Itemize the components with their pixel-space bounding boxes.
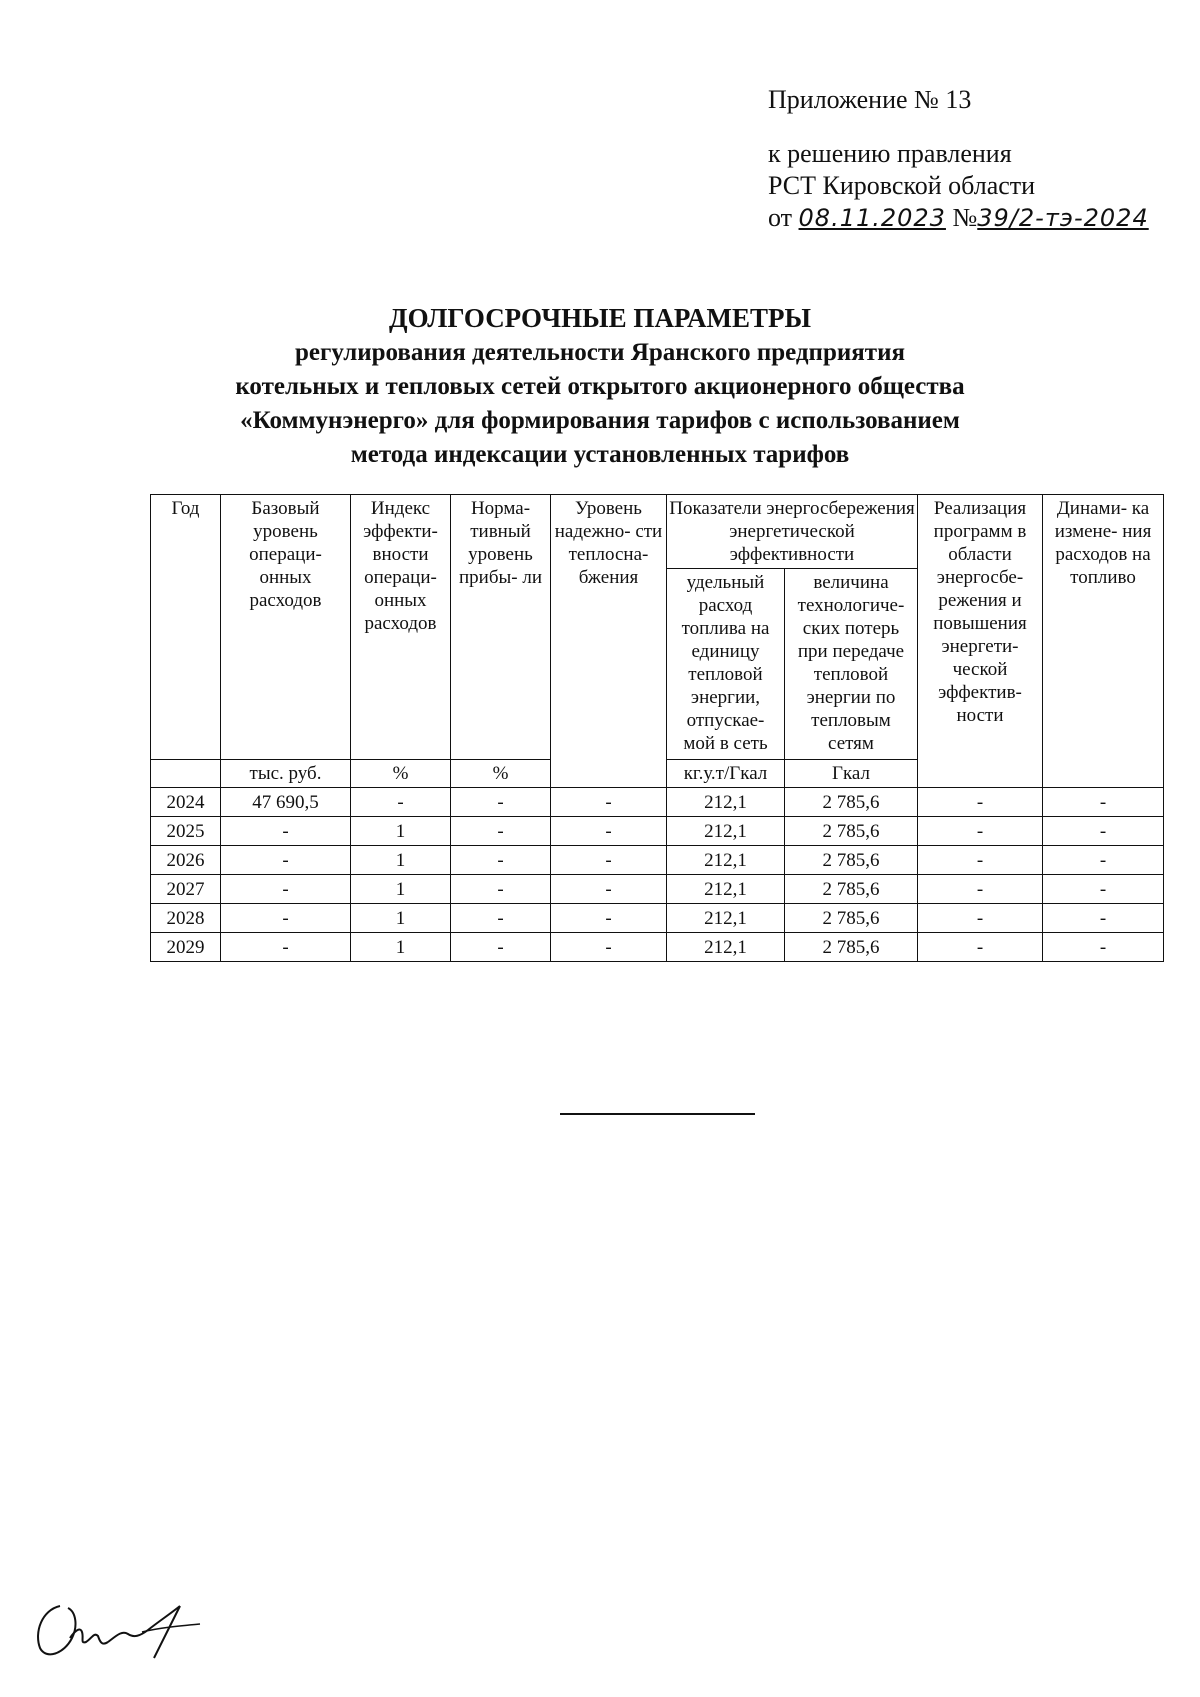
cell-reliability: - (551, 933, 667, 962)
cell-normative-profit: - (451, 788, 551, 817)
cell-year: 2027 (151, 875, 221, 904)
cell-base-opex: - (221, 846, 351, 875)
table-row (151, 846, 1164, 875)
header-efficiency-index: Индекс эффекти- вности операци- онных расходов (351, 495, 451, 760)
header-reliability: Уровень надежно- сти теплосна- бжения (551, 495, 667, 788)
table-row (151, 933, 1164, 962)
unit-normative-profit: % (451, 760, 551, 788)
cell-heat-losses: 2 785,6 (785, 933, 918, 962)
cell-heat-losses: 2 785,6 (785, 875, 918, 904)
unit-base-opex: тыс. руб. (221, 760, 351, 788)
cell-heat-losses: 2 785,6 (785, 817, 918, 846)
table-row (151, 904, 1164, 933)
cell-normative-profit: - (451, 904, 551, 933)
cell-efficiency-index: 1 (351, 875, 451, 904)
cell-heat-losses: 2 785,6 (785, 904, 918, 933)
header-energy-indicators: Показатели энергосбережения энергетической эффективности (667, 495, 918, 569)
cell-year: 2026 (151, 846, 221, 875)
cell-reliability: - (551, 817, 667, 846)
cell-base-opex: 47 690,5 (221, 788, 351, 817)
cell-fuel-dynamics: - (1043, 788, 1164, 817)
appendix-title: Приложение № 13 (768, 85, 972, 114)
table-row (151, 817, 1164, 846)
unit-efficiency-index: % (351, 760, 451, 788)
cell-heat-losses: 2 785,6 (785, 846, 918, 875)
cell-base-opex: - (221, 875, 351, 904)
cell-year: 2029 (151, 933, 221, 962)
header-fuel-consumption: удельный расход топлива на единицу тепловой энергии, отпускае- мой в сеть (667, 569, 785, 760)
header-row-1 (151, 495, 1164, 569)
cell-energy-programs: - (918, 846, 1043, 875)
handwritten-signature-icon (30, 1592, 220, 1669)
cell-energy-programs: - (918, 875, 1043, 904)
table-row (151, 788, 1164, 817)
unit-fuel-consumption: кг.у.т/Гкал (667, 760, 785, 788)
cell-base-opex: - (221, 904, 351, 933)
cell-normative-profit: - (451, 846, 551, 875)
header-fuel-dynamics: Динами- ка измене- ния расходов на топливо (1043, 495, 1164, 788)
document-subtitle-line-2: котельных и тепловых сетей открытого акционерного общества (235, 373, 965, 400)
cell-reliability: - (551, 904, 667, 933)
cell-fuel-consumption: 212,1 (667, 933, 785, 962)
cell-fuel-dynamics: - (1043, 904, 1164, 933)
cell-reliability: - (551, 846, 667, 875)
cell-base-opex: - (221, 817, 351, 846)
header-heat-losses: величина технологиче- ских потерь при передаче тепловой энергии по тепловым сетям (785, 569, 918, 760)
unit-heat-losses: Гкал (785, 760, 918, 788)
cell-fuel-dynamics: - (1043, 817, 1164, 846)
cell-normative-profit: - (451, 817, 551, 846)
header-energy-programs: Реализация программ в области энергосбе- режения и повышения энергети- ческой эффектив- ности (918, 495, 1043, 788)
cell-reliability: - (551, 788, 667, 817)
header-normative-profit: Норма- тивный уровень прибы- ли (451, 495, 551, 760)
appendix-decision-line: к решению правления (768, 139, 1012, 168)
cell-efficiency-index: 1 (351, 933, 451, 962)
cell-efficiency-index: 1 (351, 817, 451, 846)
document-title: ДОЛГОСРОЧНЫЕ ПАРАМЕТРЫ (389, 303, 811, 333)
cell-energy-programs: - (918, 904, 1043, 933)
cell-fuel-dynamics: - (1043, 875, 1164, 904)
cell-year: 2024 (151, 788, 221, 817)
cell-fuel-dynamics: - (1043, 933, 1164, 962)
cell-efficiency-index: 1 (351, 846, 451, 875)
document-subtitle-line-3: «Коммунэнерго» для формирования тарифов с использованием (240, 407, 960, 434)
appendix-authority-line: РСТ Кировской области (768, 171, 1036, 200)
cell-fuel-dynamics: - (1043, 846, 1164, 875)
header-base-opex: Базовый уровень операци- онных расходов (221, 495, 351, 760)
cell-normative-profit: - (451, 933, 551, 962)
cell-efficiency-index: 1 (351, 904, 451, 933)
cell-fuel-consumption: 212,1 (667, 875, 785, 904)
cell-fuel-consumption: 212,1 (667, 817, 785, 846)
decision-date: 08.11.2023 (798, 204, 946, 232)
cell-heat-losses: 2 785,6 (785, 788, 918, 817)
date-prefix: от (768, 203, 793, 232)
decision-number: 39/2-тэ-2024 (977, 204, 1149, 232)
cell-energy-programs: - (918, 817, 1043, 846)
document-subtitle-line-4: метода индексации установленных тарифов (350, 441, 850, 468)
cell-base-opex: - (221, 933, 351, 962)
closing-separator-line (560, 1113, 755, 1115)
cell-energy-programs: - (918, 788, 1043, 817)
number-prefix: № (952, 203, 978, 232)
cell-fuel-consumption: 212,1 (667, 788, 785, 817)
cell-efficiency-index: - (351, 788, 451, 817)
cell-fuel-consumption: 212,1 (667, 904, 785, 933)
cell-energy-programs: - (918, 933, 1043, 962)
cell-year: 2025 (151, 817, 221, 846)
header-year: Год (151, 495, 221, 760)
document-heading (0, 300, 1200, 472)
appendix-block (768, 84, 1149, 234)
document-subtitle-line-1: регулирования деятельности Яранского предприятия (294, 339, 906, 366)
cell-normative-profit: - (451, 875, 551, 904)
cell-fuel-consumption: 212,1 (667, 846, 785, 875)
table-row (151, 875, 1164, 904)
cell-reliability: - (551, 875, 667, 904)
appendix-date-line (768, 202, 1149, 234)
cell-year: 2028 (151, 904, 221, 933)
unit-year-empty (151, 760, 221, 788)
parameters-table (150, 494, 1164, 962)
